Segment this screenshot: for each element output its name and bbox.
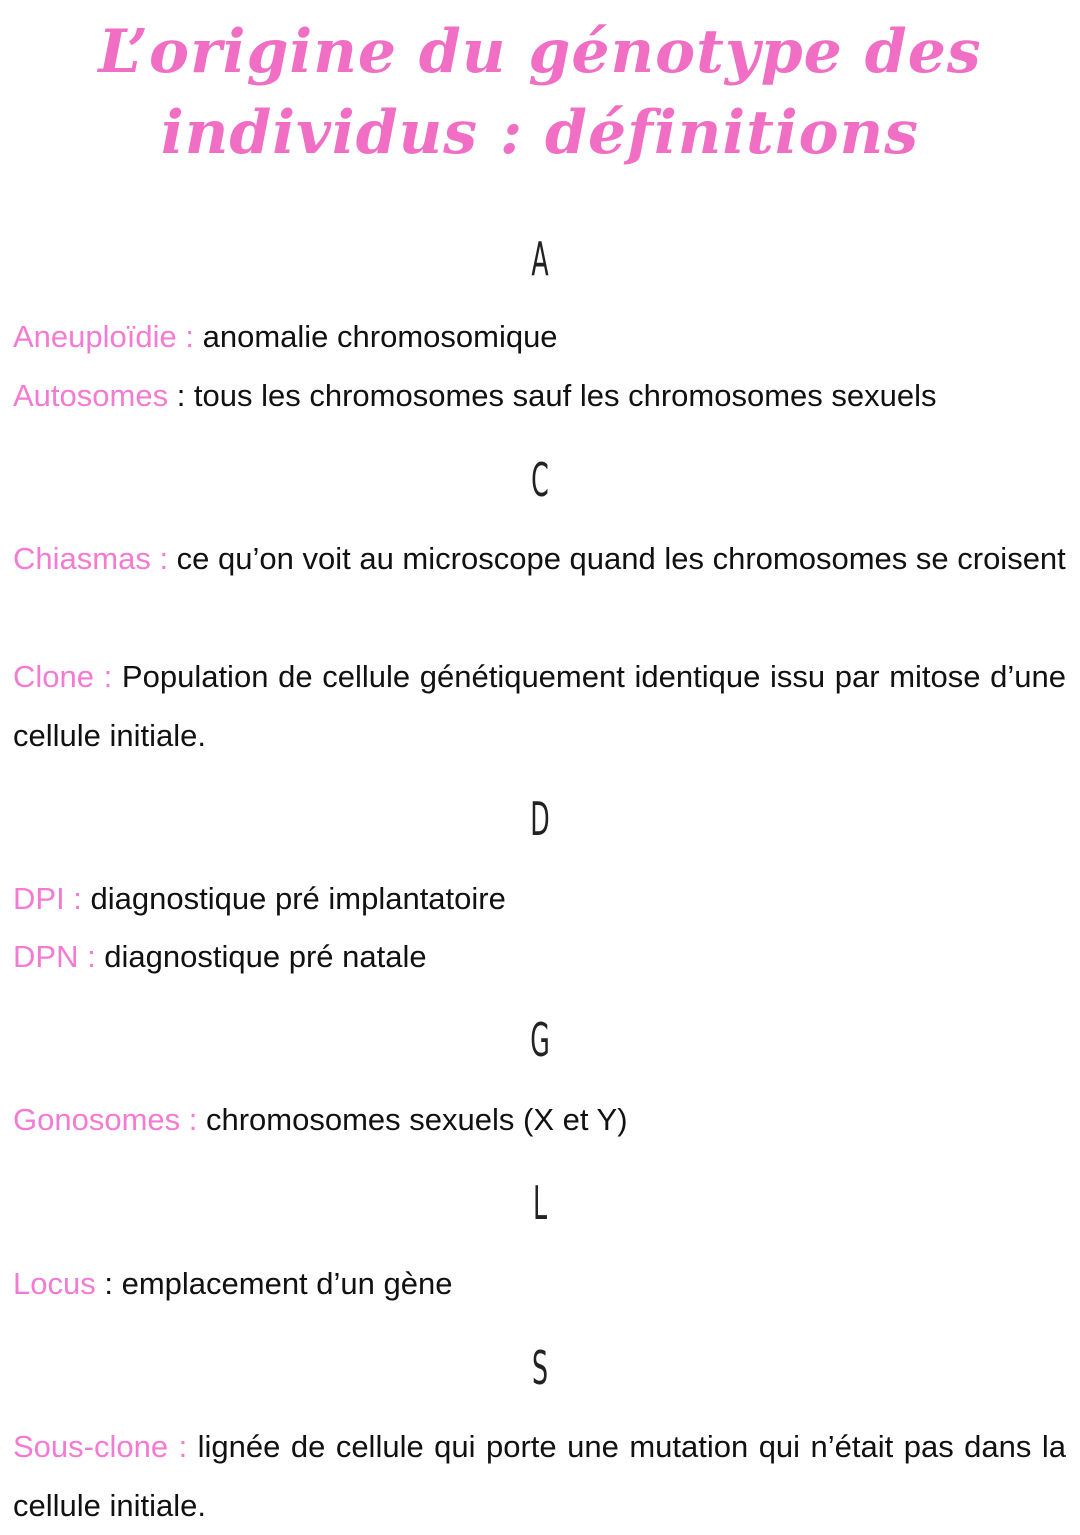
definition-text: chromosomes sexuels (X et Y)	[205, 1102, 628, 1137]
section-letter-g: G	[530, 1013, 550, 1067]
definition-separator: :	[180, 1102, 206, 1137]
definition-term: DPN	[13, 939, 79, 974]
definition-separator: :	[95, 1266, 122, 1301]
definition-entry	[13, 530, 1066, 589]
definition-entry	[13, 367, 1066, 426]
definition-term: Autosomes	[13, 378, 169, 413]
page-title-line-2-text: individus : définitions	[160, 98, 920, 168]
definition-text: diagnostique pré implantatoire	[90, 881, 506, 916]
section-letter-l: L	[532, 1176, 548, 1230]
definition-text: emplacement d’un gène	[121, 1266, 453, 1301]
definition-term: Gonosomes	[13, 1102, 181, 1137]
definition-term: Sous-clone	[13, 1429, 169, 1464]
definition-entry	[13, 648, 1066, 765]
definition-text: ce qu’on voit au microscope quand les chromosomes se croisent	[176, 541, 1066, 576]
definition-text: tous les chromosomes sauf les chromosomes sexuels	[193, 378, 937, 413]
definition-entry	[13, 1091, 1066, 1150]
definition-entry	[13, 928, 1066, 987]
definition-term: DPI	[13, 881, 65, 916]
section-letter-s: S	[531, 1341, 549, 1395]
section-letter-d: D	[530, 792, 550, 846]
page-title-line-1-text: L’origine du génotype des	[98, 17, 982, 87]
section-letter-c: C	[531, 453, 549, 507]
page-title-line-2	[0, 98, 1080, 173]
definition-text: anomalie chromosomique	[202, 319, 558, 354]
definition-text: lignée de cellule qui porte une mutation qui n’était pas dans la cellule initiale.	[13, 1429, 1066, 1523]
definition-entry	[13, 1255, 1066, 1314]
definition-term: Aneuploïdie	[13, 319, 177, 354]
definition-term: Clone	[13, 659, 94, 694]
definition-text: diagnostique pré natale	[104, 939, 427, 974]
definition-separator: :	[168, 1429, 198, 1464]
page-title-line-1	[0, 17, 1080, 92]
definition-separator: :	[150, 541, 177, 576]
definition-entry	[13, 1418, 1066, 1535]
definition-separator: :	[168, 378, 194, 413]
definition-text: Population de cellule génétiquement identique issu par mitose d’une cellule initiale.	[13, 659, 1066, 753]
definition-term: Chiasmas	[13, 541, 151, 576]
definition-separator: :	[64, 881, 91, 916]
definition-entry	[13, 870, 1066, 929]
definition-term: Locus	[13, 1266, 96, 1301]
definition-separator: :	[176, 319, 203, 354]
definition-separator: :	[78, 939, 105, 974]
definition-entry	[13, 308, 1066, 367]
section-letter-a: A	[531, 232, 549, 286]
definition-separator: :	[94, 659, 122, 694]
